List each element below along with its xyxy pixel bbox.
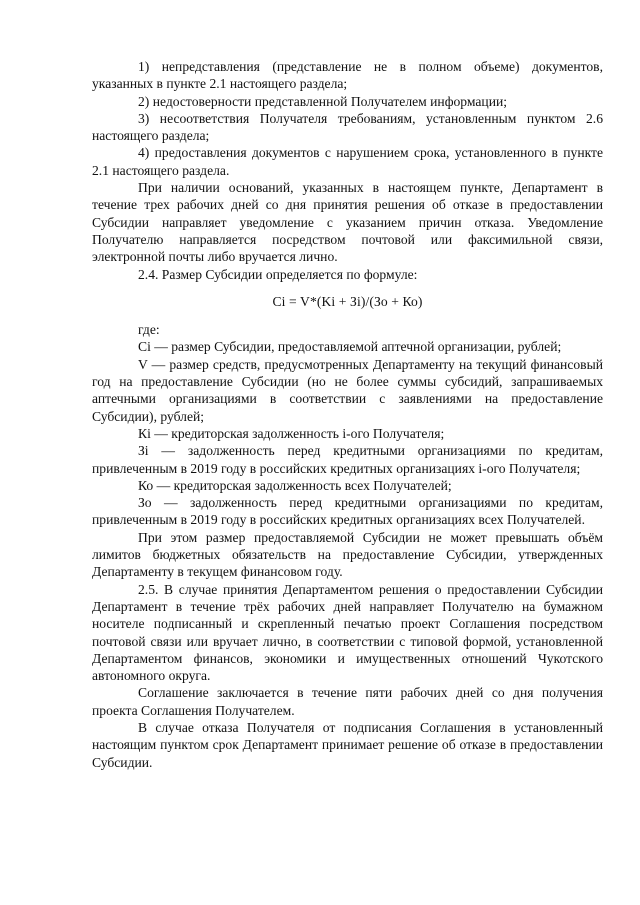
paragraph-refusal-to-sign: В случае отказа Получателя от подписания Соглашения в установленный настоящим пунктом срок Департамент принимает решение об отказе в предоставлении Субсидии. (92, 719, 603, 770)
document-page (92, 58, 603, 771)
definitions-intro: где: (138, 322, 160, 338)
definition-ki: Кi — кредиторская задолженность i-ого Получателя; (138, 425, 445, 441)
paragraph-item-2: 2) недостоверности представленной Получателем информации; (138, 93, 508, 109)
paragraph-limit: При этом размер предоставляемой Субсидии не может превышать объём лимитов бюджетных обязательств на предоставление Субсидии, утвержденных Департаменту в текущем финансовом году. (92, 529, 603, 580)
definition-ci: Ci — размер Субсидии, предоставляемой аптечной организации, рублей; (138, 339, 562, 355)
paragraph-refusal-notice: При наличии оснований, указанных в настоящем пункте, Департамент в течение трех рабочих дней со дня принятия решения об отказе в предоставлении Субсидии направляет уведомление с указанием причин отказа. Уведомление Получателю направляется посредством почтовой или факсимильной связи, электронной почты либо вручается лично. (92, 180, 603, 265)
paragraph-item-4: 4) предоставления документов с нарушением срока, установленного в пункте 2.1 настоящего раздела. (92, 145, 603, 178)
definition-ko: Ко — кредиторская задолженность всех Получателей; (138, 477, 452, 493)
definition-zi: Зi — задолженность перед кредитными организациями по кредитам, привлеченным в 2019 году в российских кредитных организациях i-ого Получателя; (92, 443, 603, 476)
paragraph-item-3: 3) несоответствия Получателя требованиям, установленным пунктом 2.6 настоящего раздела; (92, 110, 603, 144)
definition-v: V — размер средств, предусмотренных Департаменту на текущий финансовый год на предоставление Субсидии (но не более суммы субсидий, запрашиваемых аптечными организациями в соответствии с заявлениями на предоставление Субсидии), рублей; (92, 356, 603, 424)
paragraph-item-1: 1) непредставления (представление не в полном объеме) документов, указанных в пункте 2.1 настоящего раздела; (92, 59, 603, 92)
paragraph-2-5: 2.5. В случае принятия Департаментом решения о предоставлении Субсидии Департамент в течение трёх рабочих дней направляет Получателю на бумажном носителе подписанный и скрепленный печатью проект Соглашения посредством почтовой связи или вручает лично, в соответствии с типовой формой, установленной Департаментом финансов, экономики и имущественных отношений Чукотского автономного округа. (92, 581, 603, 684)
definition-zo: Зо — задолженность перед кредитными организациями по кредитам, привлеченным в 2019 году в российских кредитных организациях всех Получателей. (92, 495, 603, 528)
paragraph-agreement-term: Соглашение заключается в течение пяти рабочих дней со дня получения проекта Соглашения Получателем. (92, 685, 603, 718)
paragraph-2-4-heading: 2.4. Размер Субсидии определяется по формуле: (138, 266, 418, 282)
subsidy-formula: Ci = V*(Ki + Зi)/(Зо + Ко) (272, 293, 423, 309)
